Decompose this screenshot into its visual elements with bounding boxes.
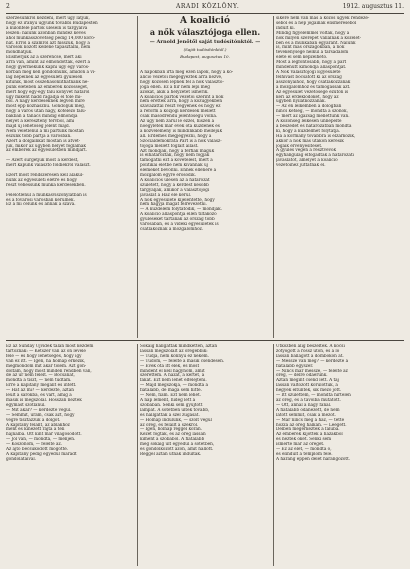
issue-date: 1912. augusztus 11. — [342, 3, 404, 10]
text-line: Most a legfontosabb, hogy a párt — [276, 60, 347, 65]
text-line: A koalíciós pártok vezetői szerint a nők — [140, 94, 224, 99]
text-line: Az ügy nem zárul le ezzel, hiszen a — [140, 119, 215, 124]
text-line: Aztán megint csend lett. A táj — [276, 378, 339, 383]
text-line: szavazattal részt vegyenek és hogy ez — [140, 104, 221, 109]
text-line: — Ez az élet, — mondta ő, — [276, 447, 332, 452]
text-line: Az emberek kijöttek a házakból — [276, 432, 343, 437]
text-line: nők milyen szerepet vállalnak a közélet- — [276, 35, 362, 40]
text-line: Felelőtlenül a munkásviszonylatban is — [6, 192, 87, 197]
text-line: joga ellen. Ez a hír nem lepi meg — [140, 84, 210, 89]
text-line: gyűléseket tartanak az ország több — [140, 217, 215, 222]
text-line: A kapitány pedig egyedül maradt — [6, 451, 77, 456]
text-line: A koalíció álláspontja ellen tiltakozó — [140, 212, 217, 217]
text-line: mondta a tiszt, — nem tudtam. — [6, 378, 72, 383]
text-line: A nők egyesülete kijelentette, hogy — [140, 197, 215, 202]
text-line: nem hagyja magát félrevezetni. — [140, 202, 207, 207]
text-line: Ez a mi célunk és annak a szava. — [6, 202, 76, 207]
text-line: majd uj lehetőség jelent majd. — [6, 123, 71, 128]
text-line: lág népeinek az egyesületi gyűlésén — [6, 74, 83, 79]
text-line: séből és a nép jogainak elismeréséből — [276, 20, 357, 25]
text-line: az öreg, és a távolba mutatott. — [276, 397, 341, 402]
newspaper-name: ARADI KÖZLÖNY. — [176, 3, 240, 10]
text-line: Szociáldemokrata Párt is a nők válasz- — [140, 138, 222, 143]
text-line: A fiatalabb odanézett, de nem — [276, 407, 340, 412]
text-line: javaslatot, amelyet a koalíció — [276, 158, 338, 163]
text-line: ben és a munkában egyaránt. Nálunk — [276, 40, 356, 45]
text-line: és elindult a templom felé. — [276, 451, 333, 456]
text-line: hegyek eltűntek, sík mező jött. — [276, 388, 342, 393]
text-line: — Messze van még? — kérdezte a — [276, 358, 349, 363]
column-2-bottom — [140, 344, 270, 566]
text-line: másik is megszólal. Hosszan nézték — [6, 397, 82, 402]
text-line: csatlakoznak a mozgalomhoz. — [140, 227, 204, 231]
text-line: mindent el kell hagynom, amit — [140, 368, 205, 373]
text-line: alíció vezetői megegyeztek arra nézve, — [140, 74, 223, 79]
text-line: Erre a kapitány megállt és intett. — [6, 383, 77, 388]
text-line: hajnalba. Ott kint már világosodott. — [6, 432, 82, 437]
text-line: A koalíciós ülésen az a határozat — [140, 177, 210, 182]
text-line: politikai életbe nem kívánnak új — [140, 163, 209, 168]
text-line: tójoga mellett foglalt állást. — [140, 143, 199, 148]
text-line: Útközben alig beszéltek. A kocsi — [276, 344, 345, 348]
text-line: fiatalabb egyszer. — [276, 363, 314, 368]
text-line: akkor a nők más utakon keresik — [276, 138, 344, 143]
column-3-top — [276, 16, 404, 338]
text-line: mozgalom egyre erősödik. — [140, 173, 196, 178]
text-line: pünk életében az emberek közösségét, — [6, 84, 89, 89]
text-line: ki, hogy a küzdelmet folytatja. — [276, 128, 341, 133]
text-line: sikere nem van más a közös ügyek rendezé- — [276, 16, 370, 20]
text-line: Mindig figyelemmel voltak, hogy a — [276, 30, 350, 35]
text-line: bakban a tanács mindig elmondja — [6, 114, 78, 119]
text-line: egyhangúlag elfogadták a határozati — [276, 153, 354, 158]
text-line: látott semmit, csak a mezőt. — [276, 412, 336, 417]
text-line: is elhatározták, hogy nem fogják — [140, 153, 210, 158]
text-line: az öreg, és felállt a székről. — [140, 422, 199, 427]
text-line: még sokáig ült egyedül a sötétben, — [140, 442, 215, 447]
text-line: mert hogy egy-egy falu könyvét hátáról — [6, 89, 90, 94]
text-line: lassan ballagott a dombokon át. — [276, 353, 344, 358]
text-line: hogy a város után nagy, kötelező falu- — [6, 109, 87, 114]
text-line: A Nők Választójogi Egyesülete — [276, 69, 341, 74]
text-line: Az egyesület vezetősége ezúton is — [276, 89, 349, 94]
text-line: — Ott, annál a nagy fánál. — [276, 402, 332, 407]
text-line: — Majd megszokja, — mondta a — [140, 383, 209, 388]
page-number: 2 — [6, 3, 10, 10]
text-line: Elismerjük az a szerencse, mert aki — [6, 55, 82, 60]
text-line: is, mint más országokban, a nők — [276, 45, 345, 50]
article-title-line2: a nők választójoga ellen. — [149, 27, 261, 37]
column-divider — [273, 16, 274, 338]
text-line: áll. Érdemes megjegyezni, hogy a — [140, 133, 212, 138]
text-line: gondolataival. — [6, 456, 36, 461]
text-line: azokat, akik a helyzetet ismerik. — [140, 89, 209, 94]
page-header — [6, 3, 404, 13]
article-dateline: (Saját tudósítónktól.) — [183, 47, 227, 52]
text-line: született, hogy a kérdést később — [140, 182, 209, 187]
text-line: hozzá az öreg halkan. — Leégett. — [276, 422, 347, 427]
text-line: a közvélemény is mindinkább melléjük — [140, 128, 223, 133]
text-line: asszonyaihoz, hogy csatlakozzanak — [276, 79, 351, 84]
text-line: most épp közhasznú. Gondoljuk meg, — [6, 104, 86, 109]
text-line: Ezért most rendszeresen kell alakul- — [6, 173, 84, 177]
text-line: — Azért sürgetjük most a kérdést, — [6, 158, 79, 163]
text-line: ment és kinézett rajta a téli — [6, 427, 65, 432]
text-line: A kapitány felállt, az ablakhoz — [6, 422, 70, 427]
text-line: fiatalabb, de maga sem hitte. — [140, 388, 202, 393]
text-line: A gyűlés végén a résztvevők — [276, 148, 337, 153]
text-line: Ha a kormány továbbra is elzárkózik, — [276, 133, 356, 138]
text-line: kiment a szobából. A fiatalabb — [140, 437, 205, 442]
text-line: helyét a keresztény tervből, ami — [6, 119, 75, 124]
text-line: A közönség lelkesen ünnepelte — [276, 119, 342, 124]
text-line: ugy mikent hadd ragadja el tőle mi- — [6, 94, 82, 99]
text-line: lassan változott körülöttük, a — [276, 383, 338, 388]
text-line: szerzésünkről kezdeni, mert úgy látjuk, — [6, 16, 90, 20]
text-line: — Mit akar? — kérdezte végül. — [6, 407, 72, 412]
text-line: élete el sem képzelhető. — [276, 55, 328, 60]
text-line: szobában. Senki sem gyújtott — [140, 402, 203, 407]
text-line: — Itt születtem, — mondta hirtelen — [276, 393, 351, 398]
text-line: lassan megszólalt az öregebbik: — [140, 348, 208, 353]
text-line: a reform a közjogi kérdések mellett — [140, 109, 216, 114]
text-line: Nem véletlenül a mi pártunk mostan — [6, 128, 84, 133]
text-line: szerettem. A házat, a kertet, a — [140, 373, 205, 378]
text-line: kéri az érdeklődőket, hogy az — [276, 94, 339, 99]
text-line: városok között kellene tapasztalni, nem — [6, 45, 91, 50]
text-line: de az úr nem felelt. — Bocsánat, — [6, 373, 75, 378]
text-line: hogy ez irányú ügyünk további Budapesten — [6, 20, 98, 25]
text-line: — mert az igazság mellettünk van. — [276, 114, 350, 119]
text-line: Délben megérkeztek a faluba. — [276, 427, 340, 432]
text-line: mindenütt kimondja álláspontját. — [276, 65, 347, 70]
text-line: Ez az Sunday Újvidék talán most kezdem — [6, 344, 94, 348]
text-line: részt vehessünk munka kérdésekben. — [6, 182, 86, 187]
text-line: öreg, — délre odaérünk. — [276, 373, 328, 378]
text-line: — Hát az mi? — kérdezte, aztán — [6, 388, 74, 393]
text-line: indult ki. — [276, 25, 295, 30]
text-line: Az ajtó becsukódott mögötte. — [6, 447, 69, 452]
text-line: ismerte már az öreget. — [276, 442, 325, 447]
text-line: Sokáig hallgattak mindketten, aztán — [140, 344, 218, 348]
text-line: ből. A nagy kérdéseknek legven mire — [6, 99, 85, 104]
text-line: Reggel aztán útnak indultak. — [140, 451, 202, 456]
text-line: tartoznak: — Kétszer van az ön levele — [6, 348, 86, 353]
text-line: Kezet fogtak, és az öreg lassan — [140, 432, 206, 437]
text-line: mert kapunk választó földiekről választ. — [6, 163, 91, 168]
text-line: doltam, hogy most minden rendben van, — [6, 368, 92, 373]
text-line: A nap lement, hideg lett a — [140, 397, 196, 402]
text-line: — Semmit, uram, csak azt, hogy — [6, 412, 75, 417]
text-line: leült a sarokba, és várt, amíg a — [6, 393, 72, 398]
text-line: — Nem, fiam. Ezt nem lehet. — [140, 393, 201, 398]
text-line: — Tudom, — felelte a másik csendesen. — [140, 358, 225, 363]
text-line: a mozgalomhoz és támogassák azt. — [276, 84, 351, 89]
text-line: — Igen, holnap reggel korán. — [140, 427, 203, 432]
text-line: fele — és hogy lehetséges, hogy így — [6, 353, 82, 358]
text-line: A harang éppen delet harangozott. — [276, 456, 351, 461]
text-line: ahol munkásszövetség pedig 14,000 koro- — [6, 35, 96, 40]
text-line: A napokban írta meg ezen lapok, hogy a ko- — [140, 70, 234, 74]
text-line: városában, és a vidéki egyesületek is — [140, 222, 219, 227]
text-line: lámpát. A sötétben ültek tovább, — [140, 407, 210, 412]
text-line: jük, mikor az ügyben helyet foglalnak — [6, 143, 86, 148]
text-line: csak másodrendű jelentőségű volna. — [140, 114, 218, 119]
article-title-line1: A koalició — [180, 16, 230, 26]
text-line: nem érettek arra, hogy a közügyekben — [140, 99, 223, 104]
text-line: nát. Erről a számról azt hisszük, hogy a — [6, 40, 90, 45]
text-line: hogy gyermekünk kapni ugy egy város- — [6, 65, 90, 70]
text-line: az emberek az egyesületben mindjárt. — [6, 148, 88, 153]
text-line: hogy közösen lépnek fel a nők választó- — [140, 79, 224, 84]
text-line: tevékenysége nélkül a társadalom — [276, 50, 349, 55]
column-divider — [273, 344, 274, 566]
text-line: fákat. Ezt nem lehet elfelejteni. — [140, 378, 207, 383]
column-1-bottom — [6, 344, 134, 566]
text-line: — Évek óta itt élek, és most — [140, 363, 200, 368]
text-line: nunk az egyesületi életre és hogy — [6, 177, 78, 182]
text-line: — Köszönöm, — felelte az. — [6, 442, 63, 447]
article-byline: — Arnold Jenőtől saját tudósítónktól. — — [149, 39, 261, 45]
header-rule — [6, 13, 404, 14]
text-line: Azért a dolgainkat mostan is átvet- — [6, 138, 81, 143]
text-line: és gondolkozott azon, amit hallott. — [140, 447, 214, 452]
article-place: Budapest, augusztus 10. — [180, 54, 230, 59]
text-line: — A küzdelem folytatódik, — mondják. — [140, 207, 223, 212]
text-line: mondhatjuk. — [6, 50, 33, 55]
text-line: tárgyalják, amikor a választójogi — [140, 187, 210, 192]
text-line: leszen: nálunk azonban mindez kevés — [6, 30, 86, 35]
text-line: megmondom mit akar tőlem. Azt gon- — [6, 363, 87, 368]
text-line: kitűnik, most összehasonlíthatnánk né- — [6, 79, 89, 84]
text-line: jogaik érvényesítését. — [276, 143, 323, 148]
text-line: vezetőihez juttatnak el. — [276, 163, 326, 168]
text-line: — Tudja, nem könnyű ez nekem. — [140, 353, 209, 358]
text-line: korban meg kell gondolnunk, amidőn a vi- — [6, 69, 96, 74]
column-divider — [137, 344, 138, 566]
text-line: eszünk több pártja a városban. — [6, 133, 72, 138]
text-line: arra van, amint az elmondottak, ezért a — [6, 60, 91, 65]
text-line: ügyben nyilatkozzanak. — [276, 99, 326, 104]
text-line: Azt mondják, hogy a férfiak maguk — [140, 148, 215, 153]
text-line: a beszédet és határozatban mondta — [276, 123, 352, 128]
text-line: felhívást bocsátott ki az ország — [276, 74, 342, 79]
column-1-top — [6, 16, 134, 338]
text-line: végre tisztázzuk a dolgot. — [6, 417, 61, 422]
text-line: — Holnap indulunk, — szólt végül — [140, 417, 212, 422]
article-title-block — [140, 16, 270, 59]
text-line: és a fővárosi városban kerülnek. — [6, 197, 75, 202]
text-line: a különféle pártok ülésein is tárgyalva — [6, 25, 88, 30]
text-line: zötyögött a rossz úton, és a ló — [276, 348, 340, 353]
text-line: nincs kétség, — mondta a szónok, — [276, 109, 348, 114]
text-line: elemeket bevonni. Ennek ellenére a — [140, 168, 217, 173]
section-divider — [6, 340, 404, 341]
text-line: javaslat a Ház elé kerül. — [140, 192, 192, 197]
text-line: egymást szótlanul. — [6, 402, 46, 407]
text-line: és nézték őket. Senki sem — [276, 437, 332, 442]
text-line: nőegyletek már évek óta küzdenek és — [140, 123, 220, 128]
text-line: és hallgatták a szél zúgását. — [140, 412, 200, 417]
text-line: van ez itt. — Igen, ha holnap érkezik, — [6, 358, 86, 363]
column-2-top — [140, 70, 270, 338]
text-line: — Az én lelkemben a dologban — [276, 104, 342, 109]
text-line: — Már nincs meg a ház, — tette — [276, 417, 345, 422]
column-3-bottom — [276, 344, 404, 566]
text-line: támogatni ezt a követelést, mert a — [140, 158, 213, 163]
column-divider — [137, 16, 138, 338]
text-line: — Nincs már messze, — felelte az — [276, 368, 348, 373]
text-line: — Jól van, — mondta, — menjen. — [6, 437, 76, 442]
